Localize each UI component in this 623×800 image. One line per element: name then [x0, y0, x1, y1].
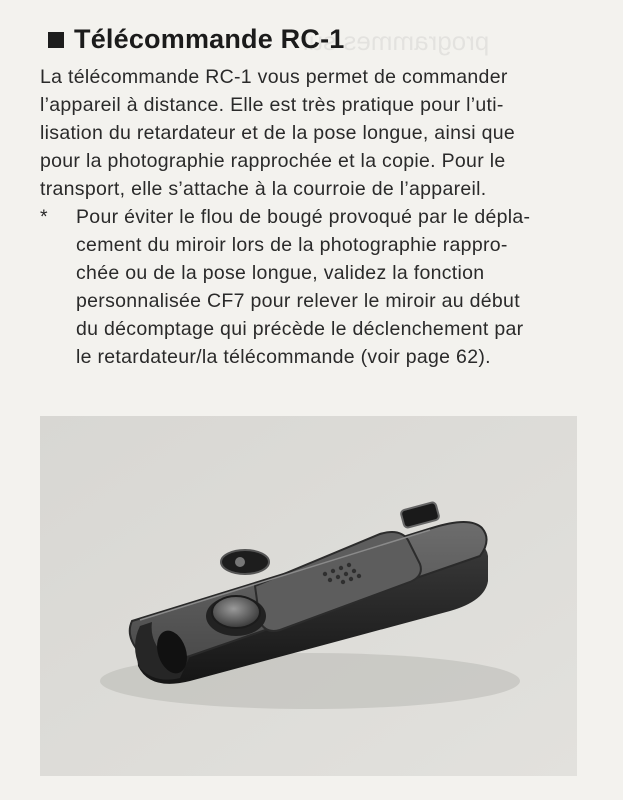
release-button [212, 596, 260, 628]
footnote-lines [76, 203, 530, 371]
section-heading [48, 24, 344, 55]
paragraph-line: transport, elle s’attache à la courroie de l’appareil. [40, 178, 487, 200]
paragraph-line: La télécommande RC-1 vous permet de commander [40, 66, 508, 88]
paragraph-line: pour la photographie rapprochée et la copie. Pour le [40, 150, 506, 172]
footnote-line: du décomptage qui précède le déclenchement par [76, 318, 524, 340]
remote-control-photo [40, 416, 577, 776]
footnote-line: cement du miroir lors de la photographie rappro- [76, 234, 508, 256]
remote-control-illustration [40, 416, 577, 776]
footnote-line: personnalisée CF7 pour relever le miroir au début [76, 290, 520, 312]
section-title: Télécommande RC-1 [74, 24, 345, 54]
square-bullet-icon [48, 32, 64, 48]
asterisk-marker: * [40, 206, 48, 228]
paragraph-line: lisation du retardateur et de la pose longue, ainsi que [40, 122, 516, 144]
bleed-through-text-top: programmes sur [300, 26, 490, 56]
switch-knob [235, 557, 245, 567]
intro-paragraph [40, 63, 600, 203]
paragraph-line: l’appareil à distance. Elle est très pratique pour l’uti- [40, 94, 504, 116]
footnote-line: le retardateur/la télécommande (voir page 62). [76, 346, 491, 368]
footnote-line: Pour éviter le flou de bougé provoqué par le dépla- [76, 206, 531, 228]
footnote-line: chée ou de la pose longue, validez la fonction [76, 262, 485, 284]
